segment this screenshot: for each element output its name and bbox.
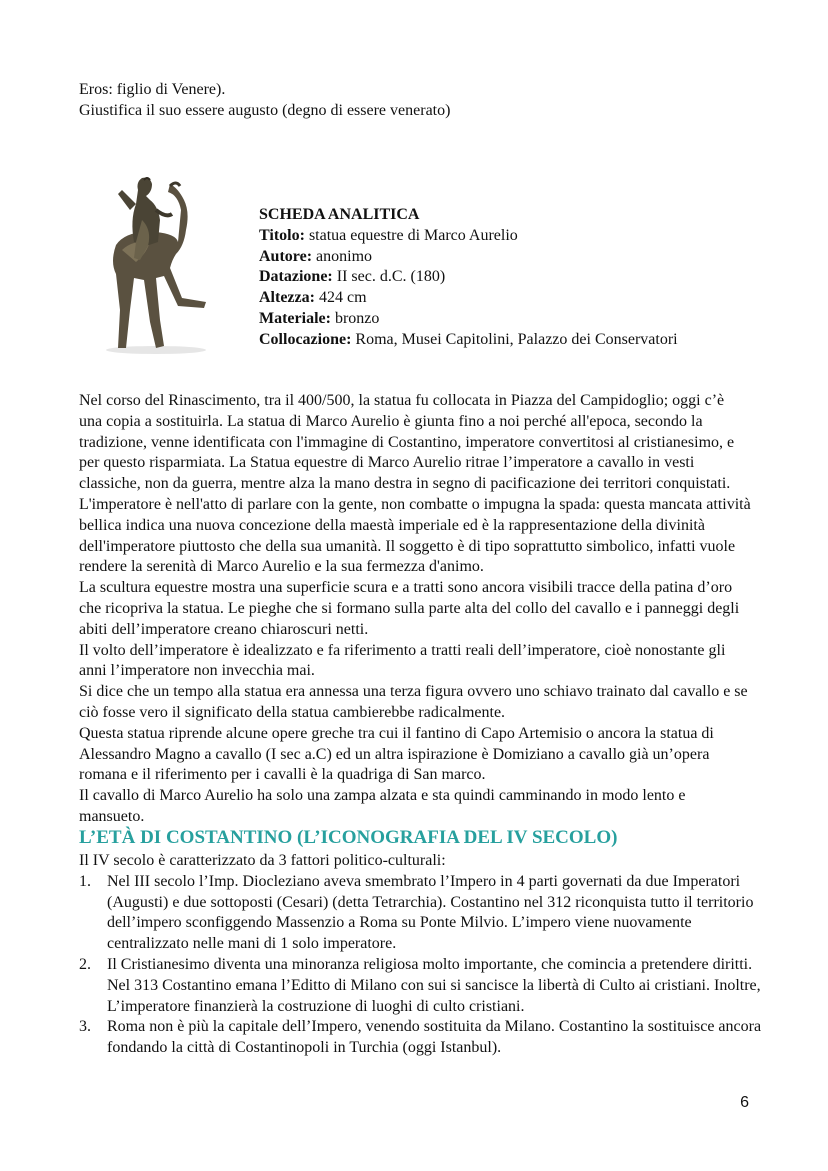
scheda-title: SCHEDA ANALITICA [259, 206, 420, 223]
scheda-label: Materiale: [259, 309, 331, 327]
paragraph: Nel corso del Rinascimento, tra il 400/500, la statua fu collocata in Piazza del Campidoglio; oggi c’è una copia a sostituirla. La statua di Marco Aurelio è giunta fino a noi perché all'epoca, secondo la tradizione, venne identificata con l'immagine di Costantino, imperatore convertitosi al cristianesimo, e per questo risparmiata. La Statua equestre di Marco Aurelio ritrae l’imperatore a cavallo in vesti classiche, non da guerra, mentre alza la mano destra in segno di pacificazione dei territori conquistati. L'imperatore è nell'atto di parlare con la gente, non combatte o impugna la spada: questa mancata attività bellica indica una nuova concezione della maestà imperiale ed è la rappresentazione della divinità dell'imperatore piuttosto che della sua umanità. Il soggetto è di tipo soprattutto simbolico, infatti vuole rendere la serenità di Marco Aurelio e la sua fermezza d'animo. [79, 392, 751, 576]
list-text: Roma non è più la capitale dell’Impero, venendo sostituita da Milano. Costantino la sostituisce ancora fondando la città di Costantinopoli in Turchia (oggi Istanbul). [107, 1018, 762, 1057]
scheda-row-materiale [259, 309, 779, 330]
paragraph: Questa statua riprende alcune opere greche tra cui il fantino di Capo Artemisio o ancora la statua di Alessandro Magno a cavallo (I sec a.C) ed un altra ispirazione è Domiziano a cavallo già un’opera romana e il riferimento per i cavalli è la quadriga di San marco. [79, 724, 714, 784]
scheda-value: 424 cm [314, 289, 367, 307]
scheda-label: Collocazione: [259, 330, 352, 348]
list-item [79, 1017, 769, 1059]
scheda-row-autore [259, 247, 779, 268]
list-number: 2. [79, 955, 91, 973]
scheda-value: statua equestre di Marco Aurelio [304, 226, 518, 244]
scheda-label: Datazione: [259, 268, 333, 286]
equestrian-statue-image [86, 150, 216, 356]
scheda-row-collocazione [259, 330, 779, 351]
list-number: 1. [79, 872, 91, 890]
scheda-row-titolo [259, 226, 779, 247]
paragraph: Il cavallo di Marco Aurelio ha solo una zampa alzata e sta quindi camminando in modo lento e mansueto. [79, 787, 686, 825]
section-intro: Il IV secolo è caratterizzato da 3 fattori politico-culturali: [79, 852, 446, 869]
scheda-value: Roma, Musei Capitolini, Palazzo dei Conservatori [351, 330, 678, 348]
intro-lines [79, 80, 779, 122]
scheda-label: Titolo: [259, 226, 305, 244]
paragraph: Si dice che un tempo alla statua era annessa una terza figura ovvero uno schiavo trainato dal cavallo e se ciò fosse vero il significato della statua cambierebbe radicalmente. [79, 683, 748, 721]
scheda-label: Autore: [259, 247, 313, 265]
list-text: Nel III secolo l’Imp. Diocleziano aveva smembrato l’Impero in 4 parti governati da due Imperatori (Augusti) e due sottoposti (Cesari) (detta Tetrarchia). Costantino nel 312 riconquista tutto il territorio dell’impero sconfiggendo Massenzio a Roma su Ponte Milvio. L’impero viene nuovamente centralizzato nelle mani di 1 solo imperatore. [107, 872, 754, 953]
section-heading: L’ETÀ DI COSTANTINO (L’ICONOGRAFIA DEL IV SECOLO) [79, 827, 618, 848]
scheda-value: bronzo [330, 309, 380, 327]
intro-line-1: Eros: figlio di Venere). [79, 81, 226, 98]
list-number: 3. [79, 1018, 91, 1036]
factors-list [79, 872, 769, 1059]
scheda-row-datazione [259, 267, 779, 288]
list-item [79, 955, 769, 1017]
scheda-value: II sec. d.C. (180) [332, 268, 446, 286]
paragraph: Il volto dell’imperatore è idealizzato e fa riferimento a tratti reali dell’imperatore, cioè nonostante gli anni l’imperatore non invecchia mai. [79, 641, 726, 680]
section-content [79, 851, 769, 1059]
intro-line-2: Giustifica il suo essere augusto (degno di essere venerato) [79, 101, 451, 119]
list-text: Il Cristianesimo diventa una minoranza religiosa molto importante, che comincia a pretendere diritti. Nel 313 Costantino emana l’Editto di Milano con sui si sancisce la libertà di Culto ai cristiani. Inoltre, L’imperatore finanzierà la costruzione di luoghi di culto cristiani. [107, 955, 761, 1015]
scheda-row-altezza [259, 288, 779, 309]
scheda-analitica [259, 205, 779, 351]
scheda-label: Altezza: [259, 289, 315, 307]
list-item [79, 872, 769, 955]
scheda-value: anonimo [312, 247, 373, 265]
body-text [79, 391, 751, 828]
page-number: 6 [740, 1094, 749, 1111]
paragraph: La scultura equestre mostra una superficie scura e a tratti sono ancora visibili tracce della patina d’oro che ricopriva la statua. Le pieghe che si formano sulla parte alta del collo del cavallo e i panneggi degli abiti dell’imperatore creano chiaroscuri netti. [79, 579, 740, 638]
